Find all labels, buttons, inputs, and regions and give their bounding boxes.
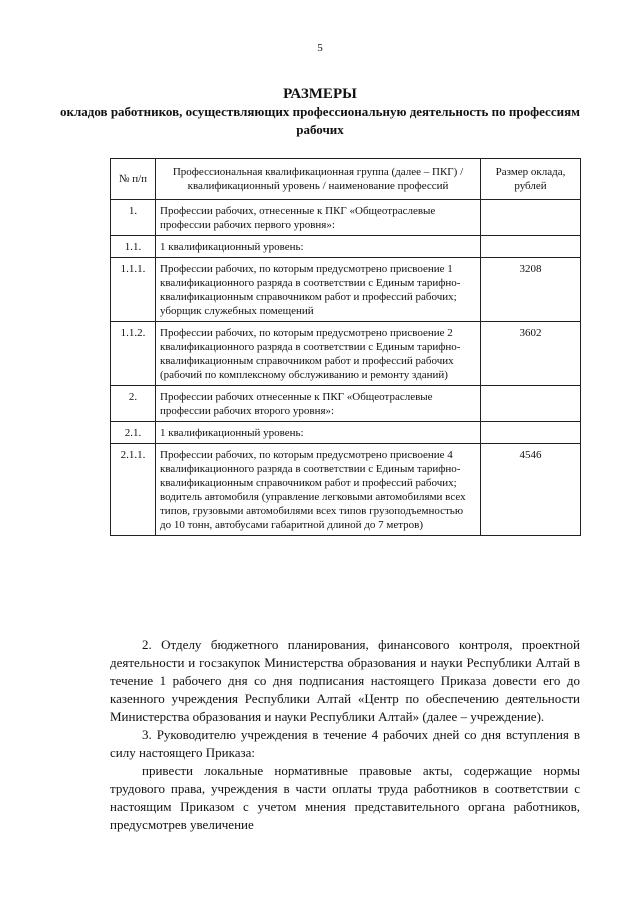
row-salary: 4546	[481, 444, 581, 536]
row-num: 2.1.1.	[111, 444, 156, 536]
paragraph-3-item: привести локальные нормативные правовые акты, содержащие нормы трудового права, учреждения в части оплаты труда работников в соответствии с настоящим Приказом с учетом мнения представительного органа работников, предусмотрев увеличение	[110, 763, 580, 832]
row-salary	[481, 422, 581, 444]
row-name: 1 квалификационный уровень:	[156, 236, 481, 258]
table-row	[111, 258, 581, 322]
row-num: 1.1.	[111, 236, 156, 258]
row-name: Профессии рабочих, по которым предусмотрено присвоение 1 квалификационного разряда в соответствии с Единым тарифно-квалификационным справочником работ и профессий рабочих; уборщик служебных помещений	[156, 258, 481, 322]
row-num: 2.1.	[111, 422, 156, 444]
table-row	[111, 200, 581, 236]
table-row	[111, 386, 581, 422]
row-num: 1.1.2.	[111, 322, 156, 386]
row-salary	[481, 200, 581, 236]
table-row	[111, 444, 581, 536]
table-row	[111, 322, 581, 386]
body-text	[110, 636, 580, 834]
row-salary	[481, 386, 581, 422]
row-num: 2.	[111, 386, 156, 422]
row-name: 1 квалификационный уровень:	[156, 422, 481, 444]
header-num: № п/п	[111, 159, 156, 200]
salary-table	[110, 158, 581, 536]
row-name: Профессии рабочих, по которым предусмотрено присвоение 2 квалификационного разряда в соответствии с Единым тарифно-квалификационным справочником работ и профессий рабочих (рабочий по комплексному обслуживанию и ремонту зданий)	[156, 322, 481, 386]
table-row	[111, 422, 581, 444]
header-salary: Размер оклада, рублей	[481, 159, 581, 200]
document-title: РАЗМЕРЫ	[283, 86, 357, 102]
row-num: 1.1.1.	[111, 258, 156, 322]
document-subtitle: окладов работников, осуществляющих профессиональную деятельность по профессиям рабочих	[60, 104, 580, 137]
table-header-row	[111, 159, 581, 200]
row-salary: 3208	[481, 258, 581, 322]
row-name: Профессии рабочих, отнесенные к ПКГ «Общеотраслевые профессии рабочих первого уровня»:	[156, 200, 481, 236]
paragraph-2: 2. Отделу бюджетного планирования, финансового контроля, проектной деятельности и госзакупок Министерства образования и науки Республики Алтай в течение 1 рабочего дня со дня подписания настоящего Приказа довести его до казенного учреждения Республики Алтай «Центр по обеспечению деятельности Министерства образования и науки Республики Алтай» (далее – учреждение).	[110, 637, 580, 724]
row-salary: 3602	[481, 322, 581, 386]
row-salary	[481, 236, 581, 258]
row-name: Профессии рабочих отнесенные к ПКГ «Общеотраслевые профессии рабочих второго уровня»:	[156, 386, 481, 422]
page-number: 5	[317, 42, 323, 54]
table-row	[111, 236, 581, 258]
row-num: 1.	[111, 200, 156, 236]
row-name: Профессии рабочих, по которым предусмотрено присвоение 4 квалификационного разряда в соответствии с Единым тарифно-квалификационным справочником работ и профессий рабочих; водитель автомобиля (управление легковыми автомобилями всех типов, грузовыми автомобилями всех типов грузоподъемностью до 10 тонн, автобусами габаритной длиной до 7 метров)	[156, 444, 481, 536]
header-name: Профессиональная квалификационная группа (далее – ПКГ) / квалификационный уровень / наименование профессий	[156, 159, 481, 200]
paragraph-3: 3. Руководителю учреждения в течение 4 рабочих дней со дня вступления в силу настоящего Приказа:	[110, 727, 580, 760]
